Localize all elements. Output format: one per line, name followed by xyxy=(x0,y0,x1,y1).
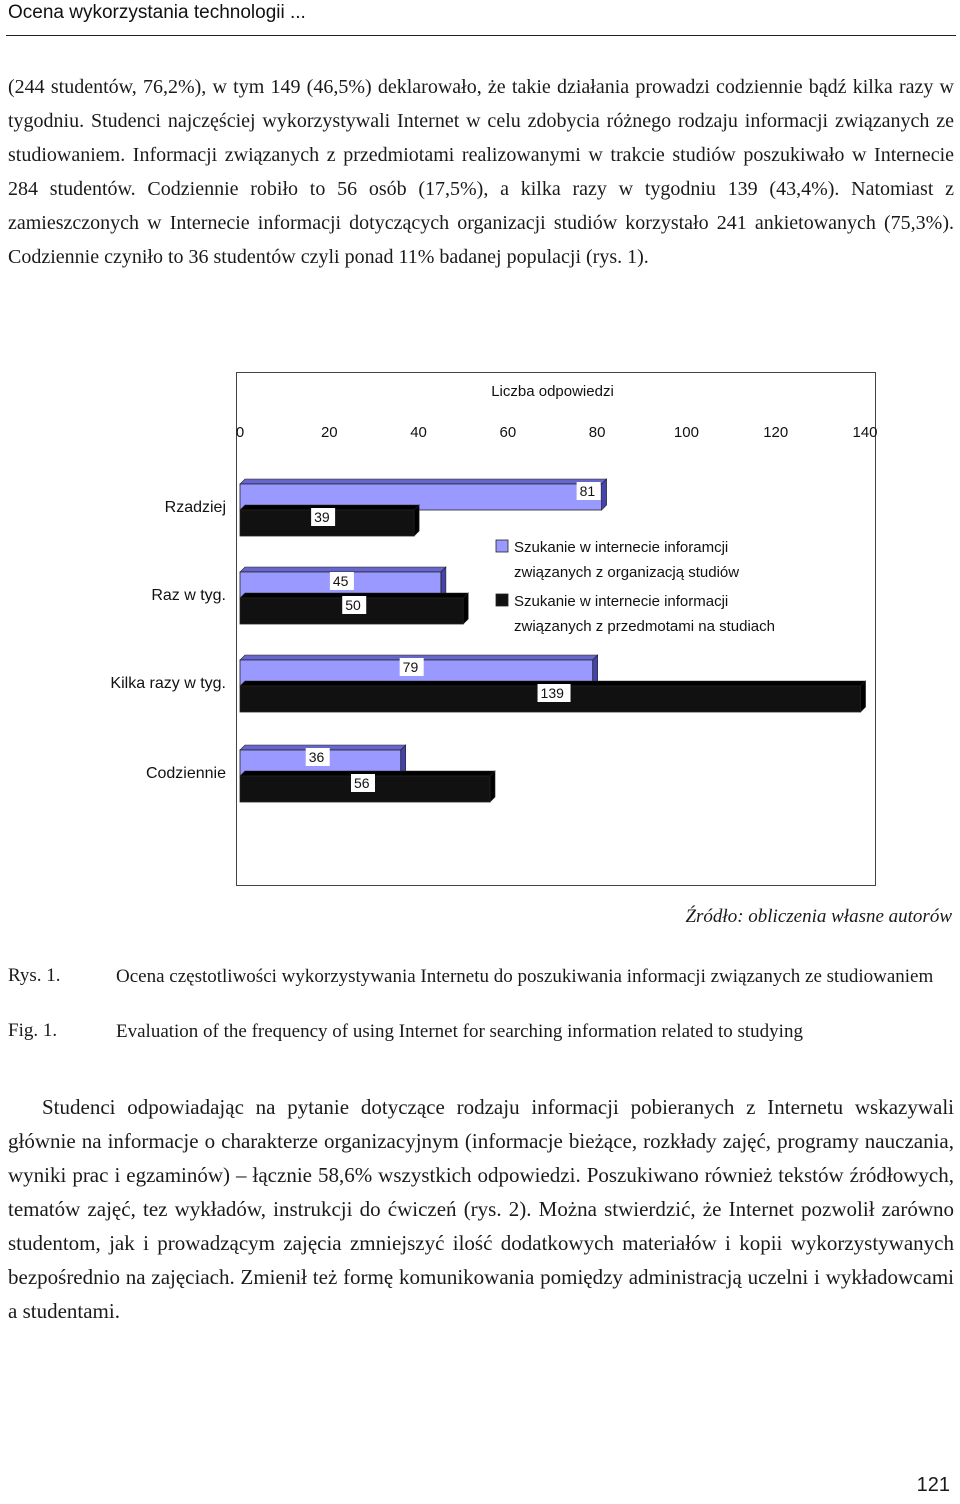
bar-depth-side xyxy=(463,593,468,624)
source-note: Źródło: obliczenia własne autorów xyxy=(685,906,952,927)
caption-rys-label: Rys. 1. xyxy=(8,965,61,986)
legend-label-cont: związanych z organizacją studiów xyxy=(514,564,740,581)
data-label: 79 xyxy=(402,659,419,675)
data-label: 139 xyxy=(540,685,564,701)
caption-fig-label: Fig. 1. xyxy=(8,1020,58,1041)
page-number: 121 xyxy=(916,1474,950,1496)
category-label: Raz w tyg. xyxy=(151,587,226,604)
bar-depth-top xyxy=(240,479,607,484)
intro-paragraph: (244 studentów, 76,2%), w tym 149 (46,5%) deklarowało, że takie działania prowadzi codziennie bądź kilka razy w tygodniu. Studenci najczęściej wykorzystywali Internet w celu zdobycia różnego rodzaju informacji związanych ze studiowaniem. Informacji związanych z przedmiotami realizowanymi w trakcie studiów poszukiwało w Internecie 284 studentów. Codziennie robiło to 56 osób (17,5%), a kilka razy w tygodniu 139 (43,4%). Natomiast z zamieszczonych w Internecie informacji dotyczących organizacji studiów korzystało 241 ankietowanych (75,3%). Codziennie czyniło to 36 studentów czyli ponad 11% badanej populacji (rys. 1). xyxy=(8,76,954,268)
x-tick-label: 100 xyxy=(673,424,699,441)
data-label: 56 xyxy=(354,775,370,791)
data-label: 81 xyxy=(579,483,596,499)
bar-depth-side xyxy=(602,479,607,510)
legend-swatch xyxy=(496,594,508,606)
x-tick-label: 20 xyxy=(320,424,338,441)
x-tick-label: 80 xyxy=(588,424,606,441)
category-label: Codziennie xyxy=(145,765,226,782)
x-tick-label: 140 xyxy=(852,424,878,441)
body-paragraph: Studenci odpowiadając na pytanie dotyczące rodzaju informacji pobieranych z Internetu wskazywali głównie na informacje o charakterze organizacyjnym (informacje bieżące, rozkłady zajęć, programy nauczania, wyniki prac i egzaminów) – łącznie 58,6% wszystkich odpowiedzi. Poszukiwano również tekstów źródłowych, tematów zajęć, tez wykładów, instrukcji do ćwiczeń (rys. 2). Można stwierdzić, że Internet pozwolił zarówno studentom, jak i prowadzącym zajęcia zmniejszyć ilość dodatkowych materiałów i kopii wykorzystywanych bezpośrednio na zajęciach. Zmienił też formę komunikowania pomiędzy administracją uczelni i wykładowcami a studentami. xyxy=(8,1095,954,1323)
bar-depth-side xyxy=(414,505,419,536)
bar-depth-side xyxy=(490,771,495,802)
x-tick-label: 60 xyxy=(499,424,517,441)
x-tick-label: 120 xyxy=(763,424,789,441)
data-label: 39 xyxy=(314,509,330,525)
x-tick-label: 0 xyxy=(235,424,245,441)
category-label: Rzadziej xyxy=(164,499,226,516)
caption-rys-text: Ocena częstotliwości wykorzystywania Internetu do poszukiwania informacji związanych ze studiowaniem xyxy=(116,966,934,987)
data-label: 45 xyxy=(332,573,349,589)
caption-fig-text: Evaluation of the frequency of using Internet for searching information related to studying xyxy=(116,1021,803,1042)
category-label: Kilka razy w tyg. xyxy=(110,675,226,692)
x-tick-label: 40 xyxy=(410,424,427,441)
legend-label: Szukanie w internecie inforamcji xyxy=(514,539,729,556)
data-label: 36 xyxy=(308,749,325,765)
data-label: 50 xyxy=(345,597,361,613)
bar-depth-side xyxy=(861,681,866,712)
running-header: Ocena wykorzystania technologii ... xyxy=(8,2,306,23)
legend-swatch xyxy=(496,540,508,552)
bar-depth-top xyxy=(240,567,446,572)
legend-label: Szukanie w internecie informacji xyxy=(514,593,729,610)
legend-label-cont: związanych z przedmotami na studiach xyxy=(514,618,775,635)
chart-title: Liczba odpowiedzi xyxy=(491,383,614,400)
